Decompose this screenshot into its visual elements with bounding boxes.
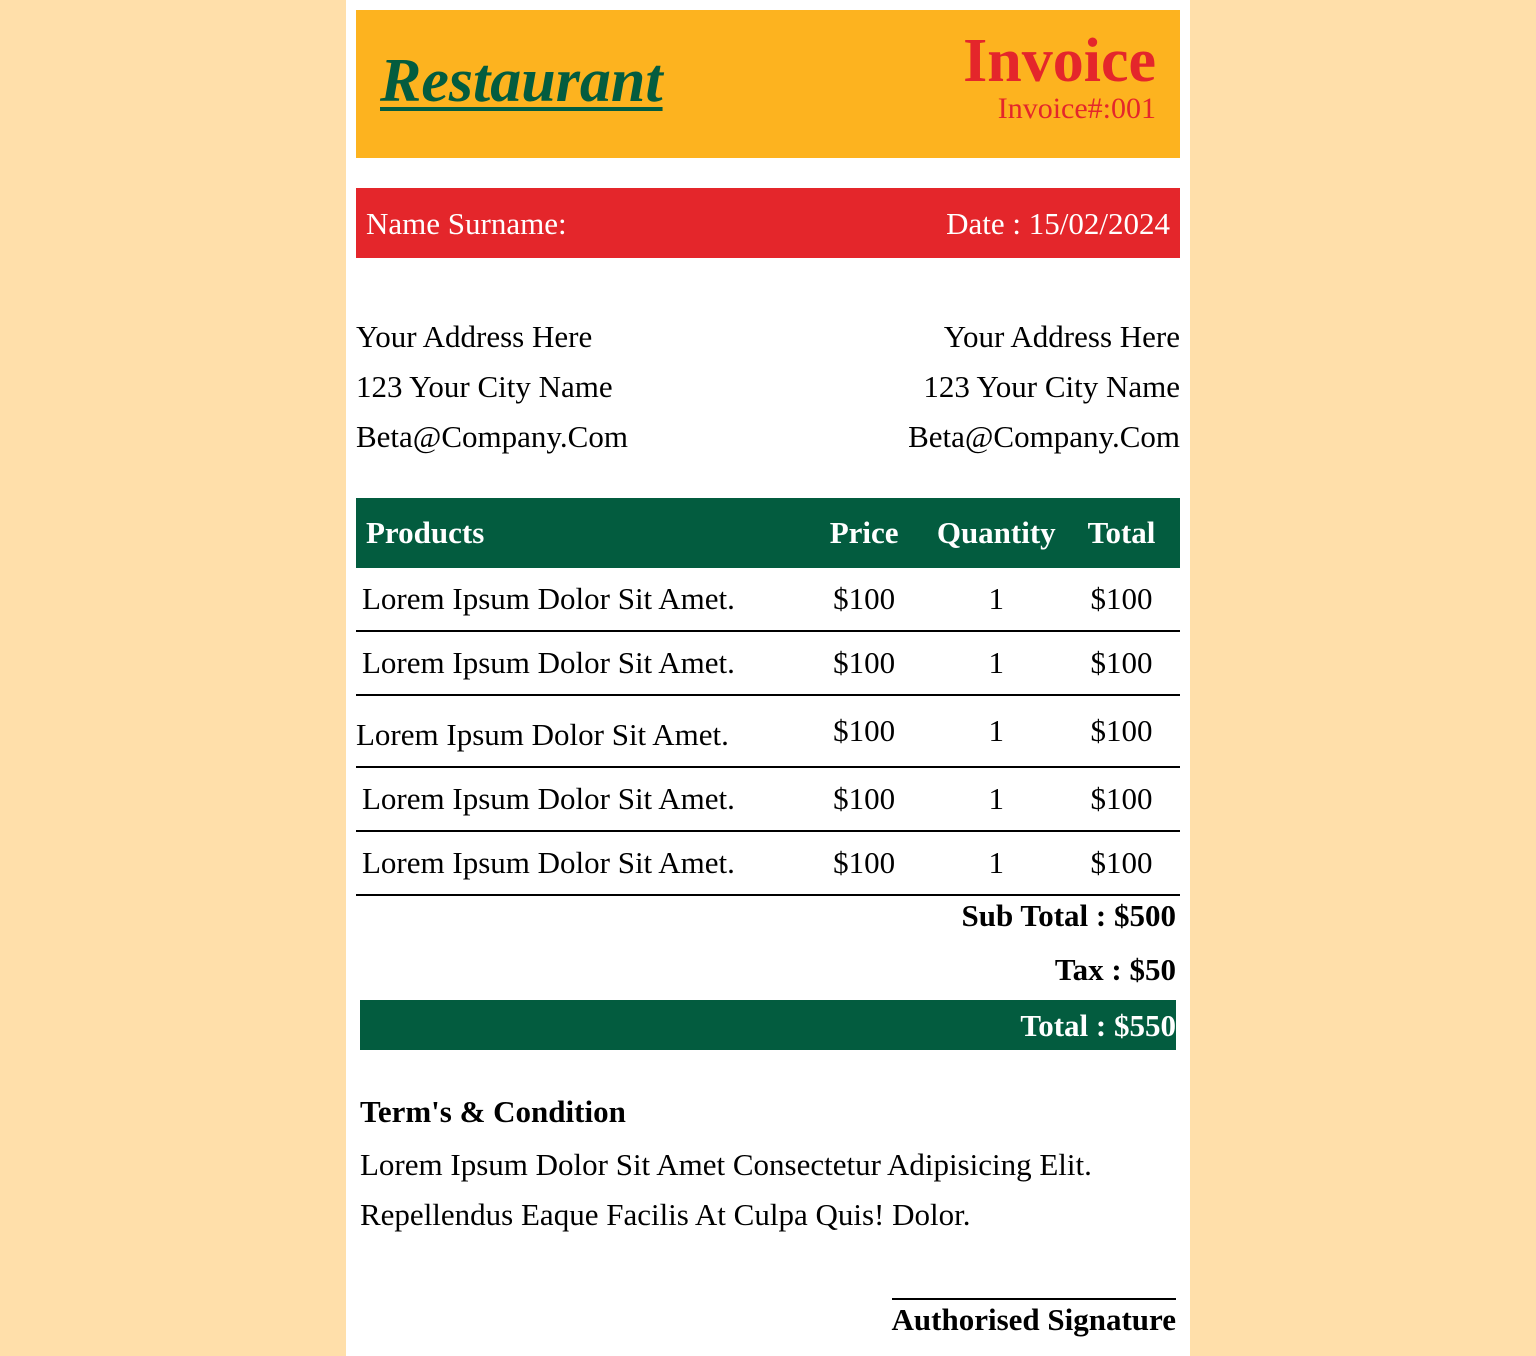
table-row bbox=[356, 831, 1180, 895]
product-price: $100 bbox=[799, 831, 930, 895]
table-row bbox=[356, 568, 1180, 631]
product-price: $100 bbox=[799, 568, 930, 631]
restaurant-brand: Restaurant bbox=[380, 47, 663, 115]
authorised-signature: Authorised Signature bbox=[892, 1298, 1177, 1338]
tax: Tax : $50 bbox=[1054, 952, 1176, 987]
product-price: $100 bbox=[799, 695, 930, 767]
recipient-city: 123 Your City Name bbox=[923, 369, 1180, 404]
product-name: Lorem Ipsum Dolor Sit Amet. bbox=[356, 831, 799, 895]
grand-total: Total : $550 bbox=[1020, 1008, 1176, 1043]
product-price: $100 bbox=[799, 631, 930, 695]
product-name: Lorem Ipsum Dolor Sit Amet. bbox=[356, 767, 799, 831]
product-name: Lorem Ipsum Dolor Sit Amet. bbox=[356, 695, 799, 767]
table-row bbox=[356, 695, 1180, 767]
product-name: Lorem Ipsum Dolor Sit Amet. bbox=[356, 568, 799, 631]
sender-address-line: Your Address Here bbox=[356, 319, 593, 354]
terms-heading: Term's & Condition bbox=[360, 1094, 626, 1129]
grand-total-bar bbox=[360, 1000, 1176, 1050]
invoice-page bbox=[346, 0, 1190, 1356]
product-quantity: 1 bbox=[929, 831, 1063, 895]
column-header-quantity: Quantity bbox=[929, 498, 1063, 568]
terms-text bbox=[360, 1140, 1092, 1240]
sender-city: 123 Your City Name bbox=[356, 369, 613, 404]
product-quantity: 1 bbox=[929, 631, 1063, 695]
invoice-header bbox=[356, 10, 1180, 158]
product-total: $100 bbox=[1063, 767, 1180, 831]
product-total: $100 bbox=[1063, 695, 1180, 767]
recipient-address-line: Your Address Here bbox=[943, 319, 1180, 354]
terms-line: Lorem Ipsum Dolor Sit Amet Consectetur Adipisicing Elit. bbox=[360, 1147, 1092, 1182]
subtotal: Sub Total : $500 bbox=[961, 898, 1176, 933]
column-header-products: Products bbox=[356, 498, 799, 568]
invoice-date: Date : 15/02/2024 bbox=[946, 206, 1170, 241]
table-row bbox=[356, 767, 1180, 831]
terms-line: Repellendus Eaque Facilis At Culpa Quis! Dolor. bbox=[360, 1197, 971, 1232]
customer-name-label: Name Surname: bbox=[366, 206, 567, 241]
product-name: Lorem Ipsum Dolor Sit Amet. bbox=[356, 631, 799, 695]
sender-address bbox=[356, 312, 628, 462]
column-header-price: Price bbox=[799, 498, 930, 568]
invoice-title: Invoice bbox=[963, 27, 1156, 95]
product-quantity: 1 bbox=[929, 767, 1063, 831]
table-row bbox=[356, 631, 1180, 695]
product-total: $100 bbox=[1063, 568, 1180, 631]
recipient-email: Beta@Company.Com bbox=[908, 419, 1180, 454]
product-quantity: 1 bbox=[929, 695, 1063, 767]
product-quantity: 1 bbox=[929, 568, 1063, 631]
product-total: $100 bbox=[1063, 631, 1180, 695]
invoice-number: Invoice#:001 bbox=[997, 92, 1156, 125]
customer-info-bar bbox=[356, 188, 1180, 258]
product-price: $100 bbox=[799, 767, 930, 831]
table-header-row bbox=[356, 498, 1180, 568]
sender-email: Beta@Company.Com bbox=[356, 419, 628, 454]
items-table bbox=[356, 498, 1180, 896]
product-total: $100 bbox=[1063, 831, 1180, 895]
recipient-address bbox=[908, 312, 1180, 462]
column-header-total: Total bbox=[1063, 498, 1180, 568]
